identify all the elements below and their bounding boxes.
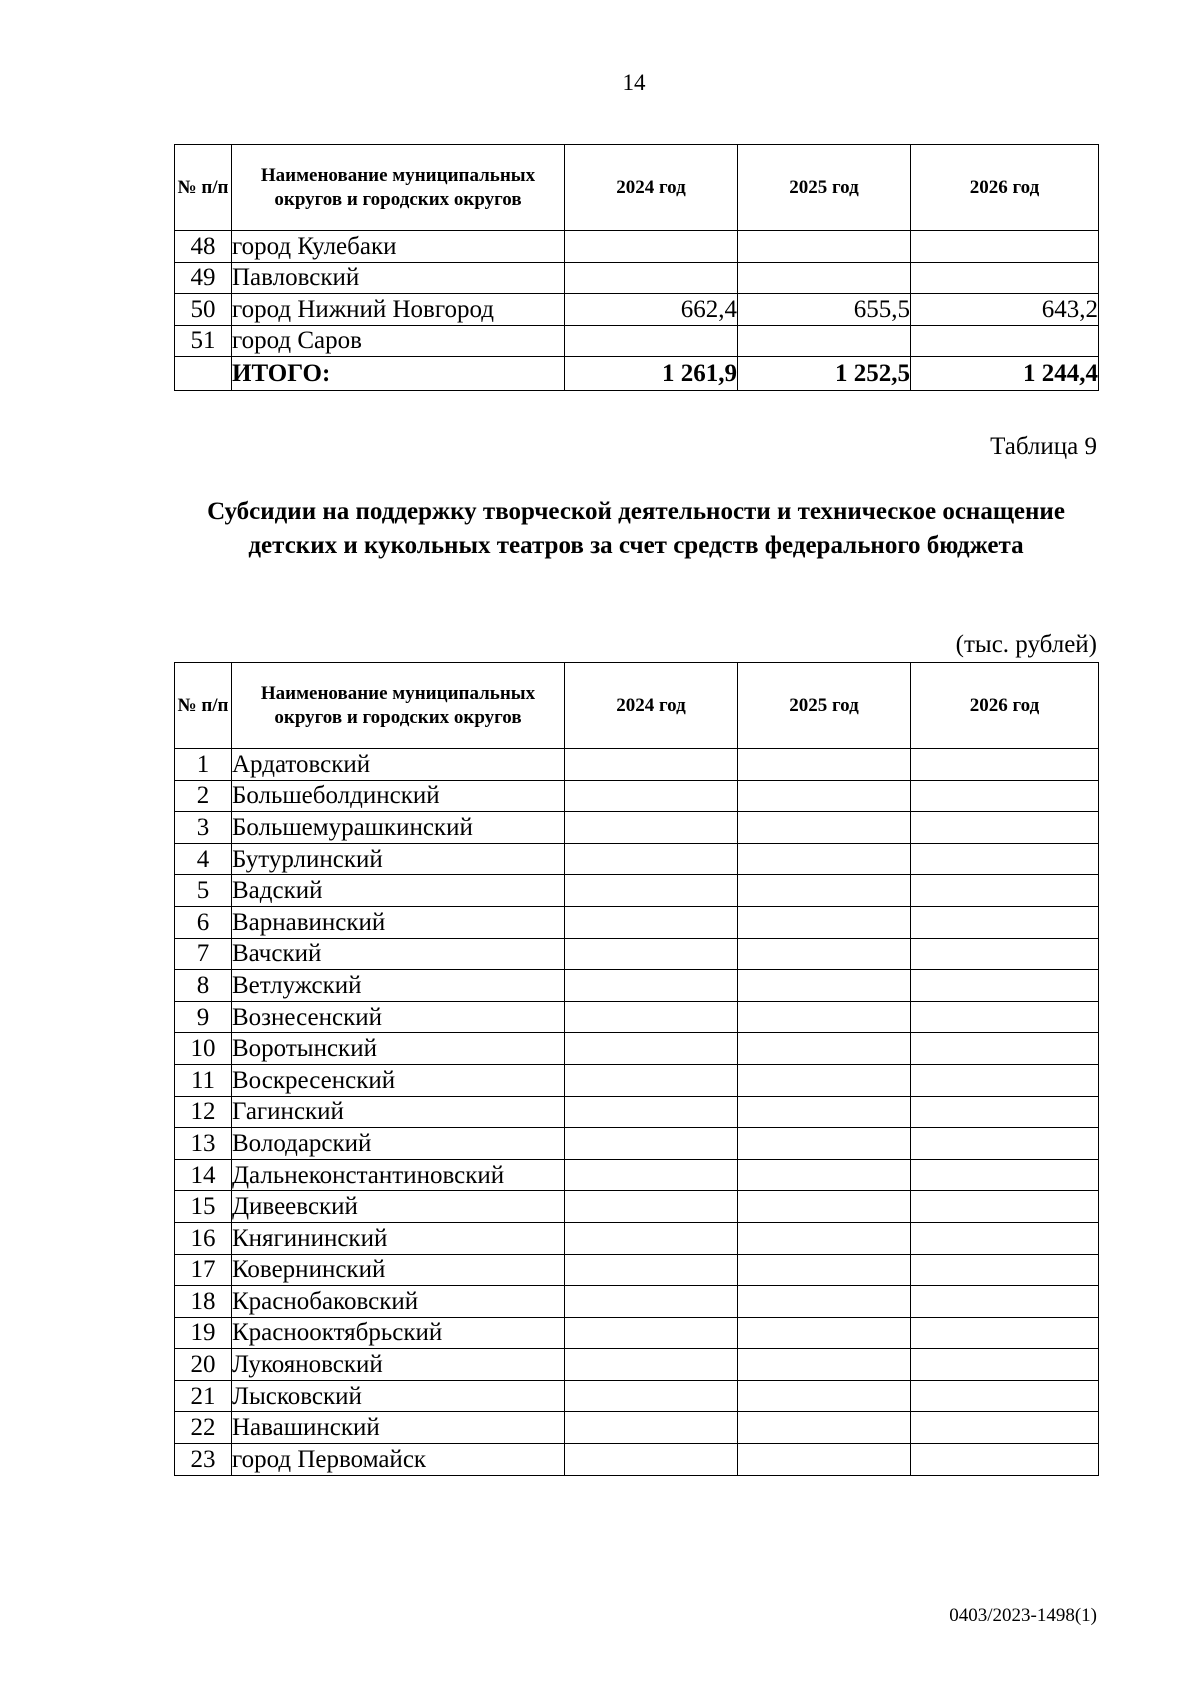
row-value-2026 (911, 1096, 1099, 1128)
row-name: Вачский (232, 938, 565, 970)
row-value-2025 (738, 1096, 911, 1128)
row-number: 12 (175, 1096, 232, 1128)
table-row (175, 1191, 1099, 1223)
row-value-2026 (911, 1412, 1099, 1444)
row-number: 2 (175, 780, 232, 812)
row-number: 51 (175, 325, 232, 357)
row-number: 23 (175, 1444, 232, 1476)
table-label: Таблица 9 (990, 433, 1097, 460)
table-row (175, 1159, 1099, 1191)
row-number: 18 (175, 1286, 232, 1318)
table-row (175, 231, 1099, 263)
row-value-2025 (738, 938, 911, 970)
row-name: Большеболдинский (232, 780, 565, 812)
row-name: Княгининский (232, 1222, 565, 1254)
header-2024: 2024 год (565, 145, 738, 231)
header-2025: 2025 год (738, 663, 911, 749)
table-row (175, 1412, 1099, 1444)
row-name: Бутурлинский (232, 843, 565, 875)
row-number: 21 (175, 1380, 232, 1412)
row-value-2024 (565, 1033, 738, 1065)
table-row (175, 1444, 1099, 1476)
units-label: (тыс. рублей) (955, 631, 1097, 658)
row-value-2024 (565, 1222, 738, 1254)
row-value-2024 (565, 1159, 738, 1191)
row-value-2025 (738, 812, 911, 844)
table-row (175, 1222, 1099, 1254)
row-value-2025 (738, 1444, 911, 1476)
row-value-2025 (738, 325, 911, 357)
table-title: Субсидии на поддержку творческой деятельности и техническое оснащение детских и кукольных театров за счет средств федерального бюджета (207, 498, 1065, 559)
total-label: ИТОГО: (232, 357, 565, 391)
row-value-2024 (565, 780, 738, 812)
header-2025: 2025 год (738, 145, 911, 231)
row-value-2026 (911, 262, 1099, 294)
row-value-2026 (911, 1349, 1099, 1381)
table-row (175, 262, 1099, 294)
row-number: 10 (175, 1033, 232, 1065)
table-row (175, 780, 1099, 812)
row-value-2026 (911, 1380, 1099, 1412)
row-number: 13 (175, 1128, 232, 1160)
header-2024: 2024 год (565, 663, 738, 749)
row-value-2025 (738, 1064, 911, 1096)
row-value-2026 (911, 1064, 1099, 1096)
row-value-2024 (565, 812, 738, 844)
row-name: Большемурашкинский (232, 812, 565, 844)
row-name: Гагинский (232, 1096, 565, 1128)
header-num: № п/п (175, 663, 232, 749)
row-name: Павловский (232, 262, 565, 294)
row-name: Дальнеконстантиновский (232, 1159, 565, 1191)
row-value-2024 (565, 1191, 738, 1223)
row-value-2024 (565, 1001, 738, 1033)
header-2026: 2026 год (911, 145, 1099, 231)
row-value-2025 (738, 231, 911, 263)
row-value-2024 (565, 1254, 738, 1286)
row-value-2024 (565, 970, 738, 1002)
row-value-2025 (738, 262, 911, 294)
table-row (175, 906, 1099, 938)
row-value-2026 (911, 1317, 1099, 1349)
row-value-2025 (738, 1222, 911, 1254)
header-2026: 2026 год (911, 663, 1099, 749)
table-row (175, 1033, 1099, 1065)
row-name: Ковернинский (232, 1254, 565, 1286)
row-value-2026 (911, 780, 1099, 812)
row-number: 1 (175, 749, 232, 781)
table-row (175, 812, 1099, 844)
row-value-2026: 643,2 (911, 294, 1099, 326)
row-value-2026 (911, 231, 1099, 263)
table-9 (174, 662, 1099, 1476)
table-row (175, 1096, 1099, 1128)
row-value-2025 (738, 1128, 911, 1160)
row-value-2026 (911, 938, 1099, 970)
table-row (175, 1286, 1099, 1318)
table-continuation-body (175, 231, 1099, 357)
row-name: Навашинский (232, 1412, 565, 1444)
row-name: Воротынский (232, 1033, 565, 1065)
row-number: 22 (175, 1412, 232, 1444)
row-number: 14 (175, 1159, 232, 1191)
row-number: 50 (175, 294, 232, 326)
row-number: 4 (175, 843, 232, 875)
total-2026: 1 244,4 (911, 357, 1099, 391)
table-row (175, 294, 1099, 326)
row-name: Лысковский (232, 1380, 565, 1412)
row-value-2024 (565, 1286, 738, 1318)
row-value-2025 (738, 749, 911, 781)
row-value-2026 (911, 1128, 1099, 1160)
row-name: Ардатовский (232, 749, 565, 781)
row-value-2024 (565, 749, 738, 781)
row-value-2025 (738, 843, 911, 875)
row-value-2025 (738, 1317, 911, 1349)
row-name: Ветлужский (232, 970, 565, 1002)
row-name: город Первомайск (232, 1444, 565, 1476)
row-value-2024 (565, 1412, 738, 1444)
table-row (175, 1064, 1099, 1096)
row-number: 11 (175, 1064, 232, 1096)
row-value-2026 (911, 749, 1099, 781)
row-number: 20 (175, 1349, 232, 1381)
row-number: 49 (175, 262, 232, 294)
header-name: Наименование муниципальных округов и городских округов (232, 663, 565, 749)
page-number: 14 (622, 70, 646, 95)
row-value-2025 (738, 1286, 911, 1318)
row-value-2026 (911, 1159, 1099, 1191)
row-value-2024: 662,4 (565, 294, 738, 326)
table-row (175, 1128, 1099, 1160)
row-name: Краснобаковский (232, 1286, 565, 1318)
row-number: 16 (175, 1222, 232, 1254)
row-number: 48 (175, 231, 232, 263)
row-value-2025 (738, 780, 911, 812)
row-value-2025 (738, 906, 911, 938)
row-value-2025 (738, 1033, 911, 1065)
row-value-2025: 655,5 (738, 294, 911, 326)
row-name: Варнавинский (232, 906, 565, 938)
row-name: Лукояновский (232, 1349, 565, 1381)
row-value-2025 (738, 1380, 911, 1412)
row-value-2025 (738, 1254, 911, 1286)
header-name: Наименование муниципальных округов и городских округов (232, 145, 565, 231)
row-number: 7 (175, 938, 232, 970)
row-value-2024 (565, 1096, 738, 1128)
table-row (175, 1001, 1099, 1033)
row-value-2024 (565, 1349, 738, 1381)
row-value-2025 (738, 1191, 911, 1223)
table-row (175, 970, 1099, 1002)
row-value-2026 (911, 843, 1099, 875)
row-name: Воскресенский (232, 1064, 565, 1096)
total-2025: 1 252,5 (738, 357, 911, 391)
row-name: город Кулебаки (232, 231, 565, 263)
row-number: 6 (175, 906, 232, 938)
table-row (175, 875, 1099, 907)
row-value-2026 (911, 1001, 1099, 1033)
table-continuation (174, 144, 1099, 391)
row-name: Вознесенский (232, 1001, 565, 1033)
row-value-2026 (911, 1286, 1099, 1318)
row-name: город Саров (232, 325, 565, 357)
row-value-2024 (565, 843, 738, 875)
row-name: Вадский (232, 875, 565, 907)
row-value-2026 (911, 1254, 1099, 1286)
row-value-2024 (565, 1380, 738, 1412)
row-value-2024 (565, 1128, 738, 1160)
header-num: № п/п (175, 145, 232, 231)
row-value-2025 (738, 1159, 911, 1191)
row-value-2025 (738, 1001, 911, 1033)
table-row (175, 1317, 1099, 1349)
table-row (175, 938, 1099, 970)
row-value-2024 (565, 875, 738, 907)
row-value-2024 (565, 262, 738, 294)
table-row (175, 1254, 1099, 1286)
row-number: 17 (175, 1254, 232, 1286)
table-row (175, 325, 1099, 357)
row-value-2025 (738, 875, 911, 907)
table-row (175, 749, 1099, 781)
table-row (175, 1349, 1099, 1381)
row-value-2024 (565, 938, 738, 970)
row-value-2025 (738, 970, 911, 1002)
row-value-2026 (911, 812, 1099, 844)
row-value-2024 (565, 906, 738, 938)
row-value-2026 (911, 1033, 1099, 1065)
row-value-2024 (565, 1317, 738, 1349)
total-row (175, 357, 1099, 391)
table-row (175, 1380, 1099, 1412)
total-2024: 1 261,9 (565, 357, 738, 391)
row-value-2024 (565, 231, 738, 263)
row-number: 15 (175, 1191, 232, 1223)
row-value-2024 (565, 325, 738, 357)
row-value-2026 (911, 906, 1099, 938)
row-value-2026 (911, 875, 1099, 907)
row-value-2026 (911, 1222, 1099, 1254)
row-name: Володарский (232, 1128, 565, 1160)
row-name: Краснооктябрьский (232, 1317, 565, 1349)
row-value-2024 (565, 1444, 738, 1476)
row-name: город Нижний Новгород (232, 294, 565, 326)
row-value-2024 (565, 1064, 738, 1096)
row-value-2026 (911, 1191, 1099, 1223)
row-value-2026 (911, 970, 1099, 1002)
row-value-2026 (911, 325, 1099, 357)
row-name: Дивеевский (232, 1191, 565, 1223)
table-row (175, 843, 1099, 875)
document-code: 0403/2023-1498(1) (949, 1605, 1097, 1626)
row-number: 8 (175, 970, 232, 1002)
row-value-2026 (911, 1444, 1099, 1476)
row-number: 3 (175, 812, 232, 844)
row-number: 19 (175, 1317, 232, 1349)
row-number: 9 (175, 1001, 232, 1033)
row-value-2025 (738, 1412, 911, 1444)
row-number: 5 (175, 875, 232, 907)
row-value-2025 (738, 1349, 911, 1381)
table-9-body (175, 749, 1099, 1476)
